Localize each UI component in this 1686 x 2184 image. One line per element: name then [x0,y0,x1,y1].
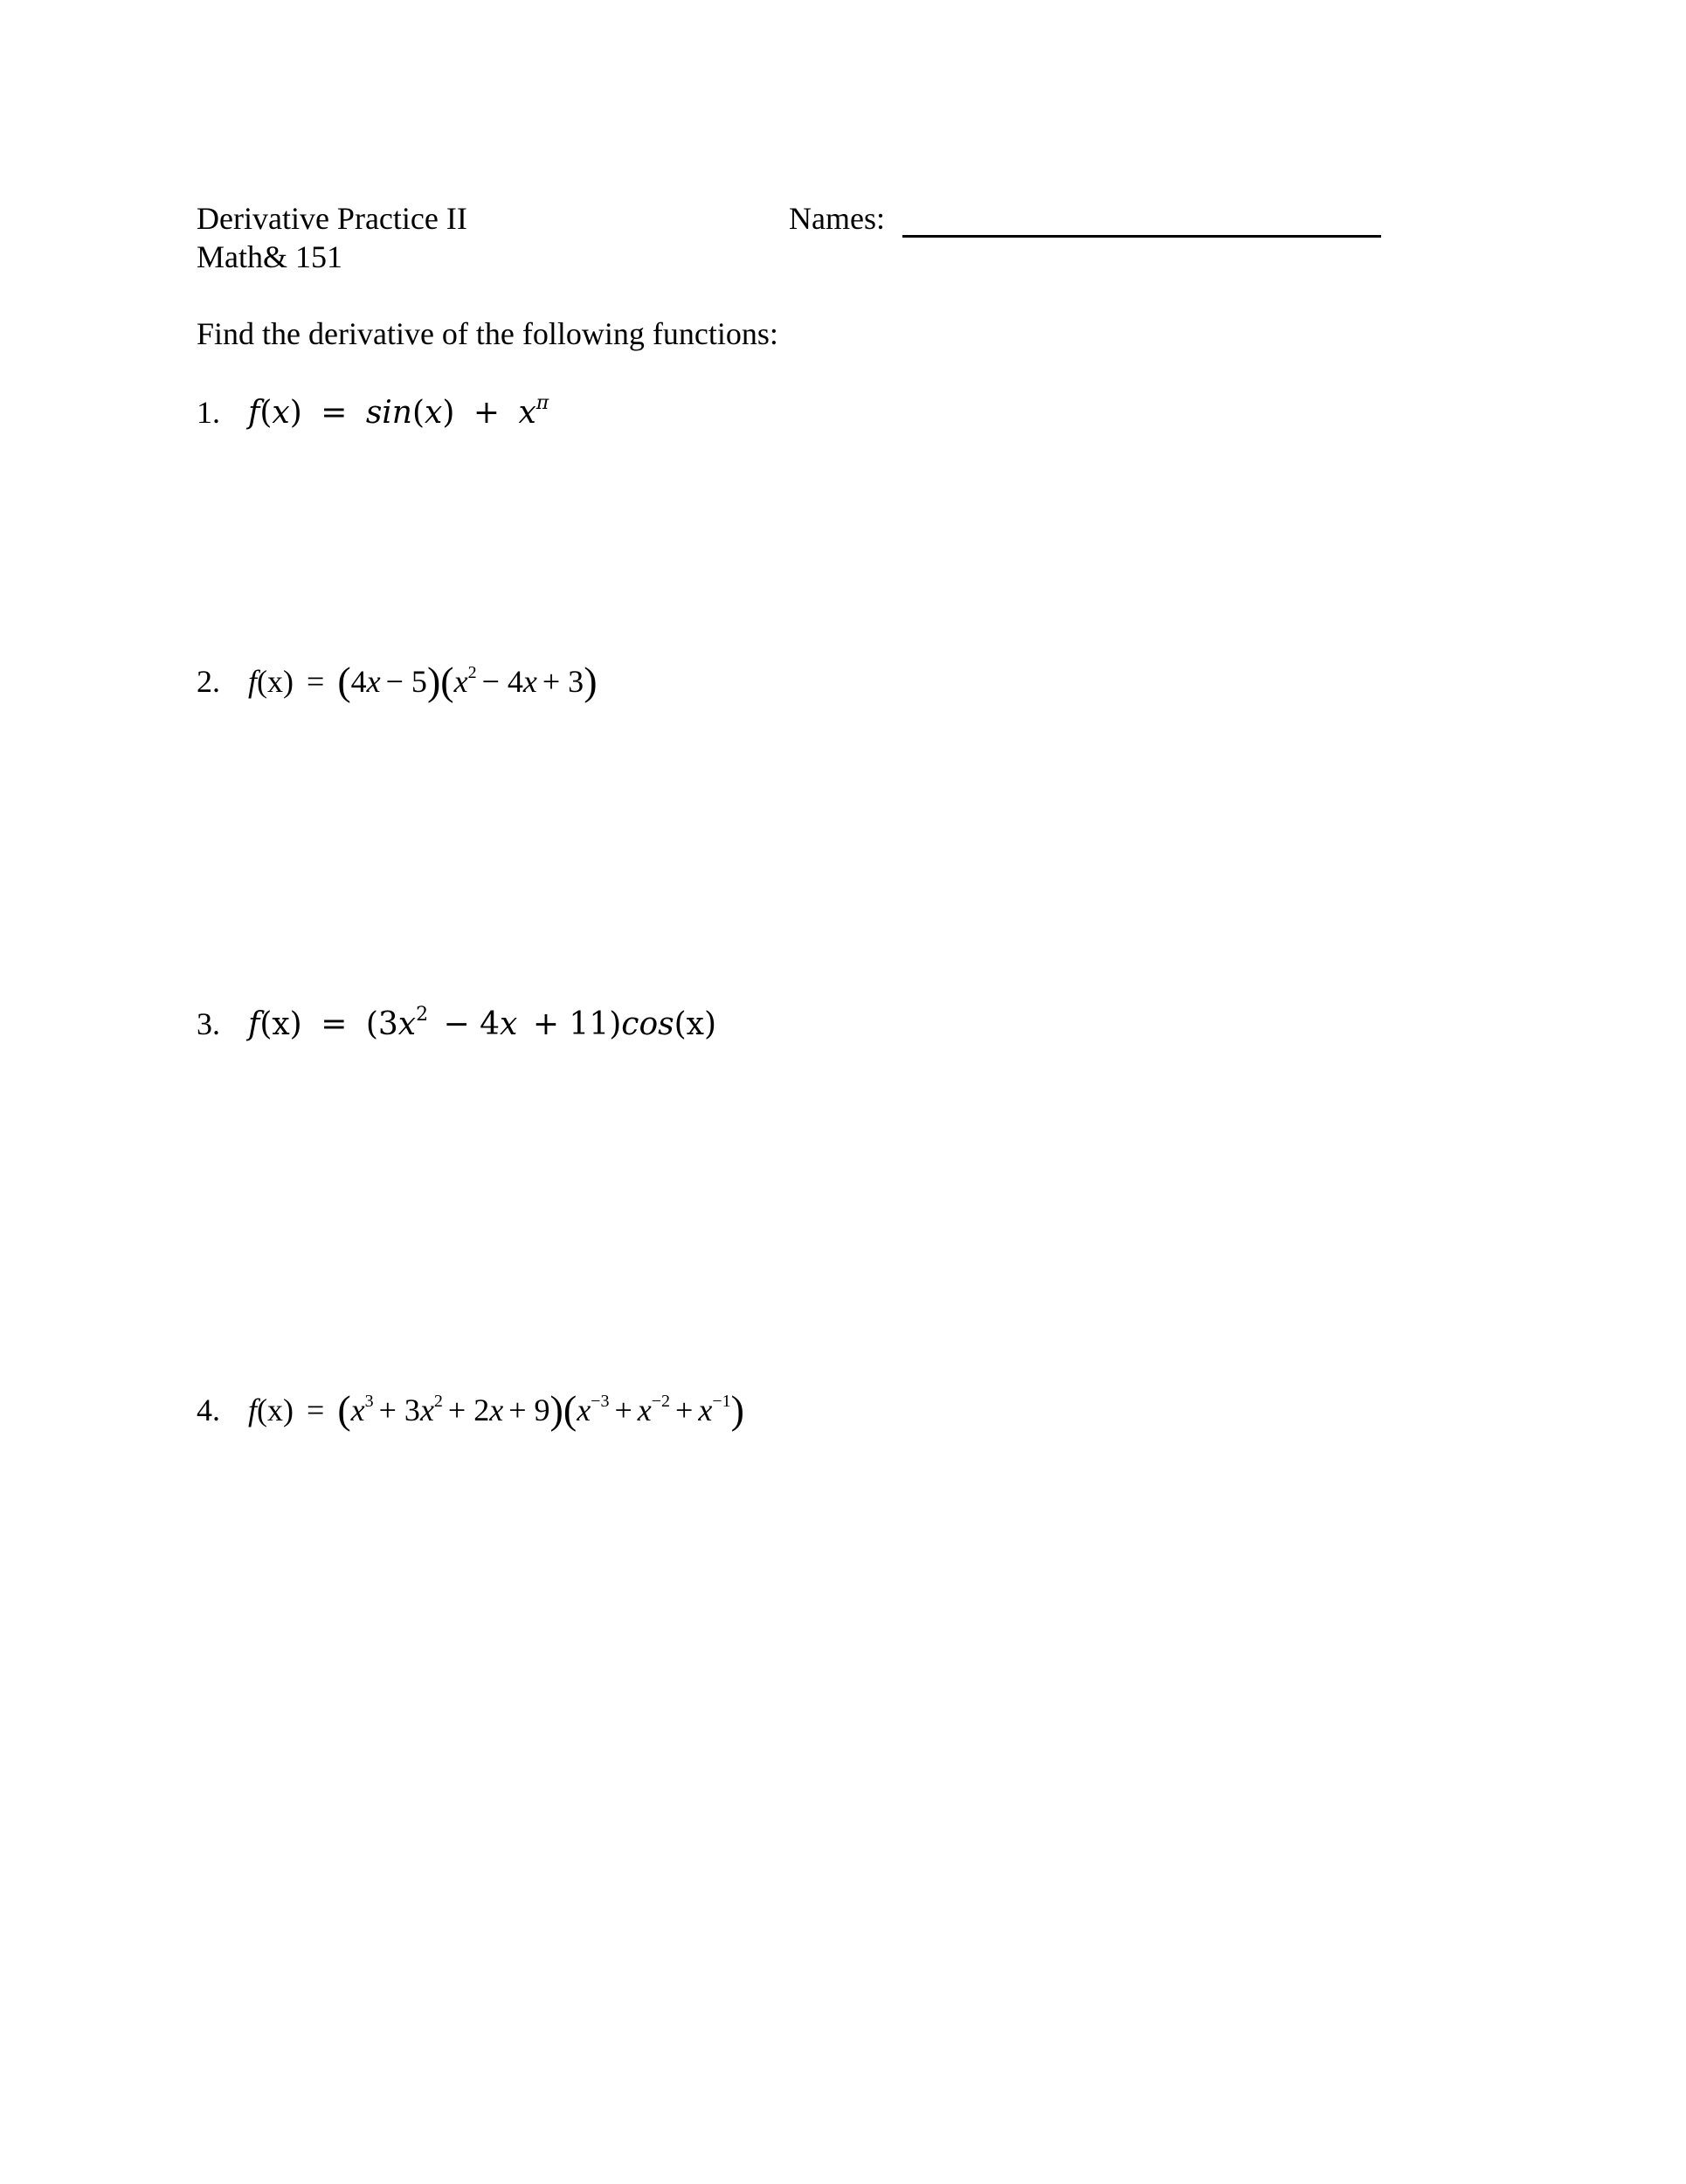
math-x: x [350,1393,365,1427]
math-paren-open: ( [563,1387,577,1432]
math-x: x [366,664,381,699]
names-field [789,199,1381,238]
math-term: 4 [350,664,367,699]
problem-number: 1. [197,395,220,430]
math-equals: = [307,1393,325,1427]
math-exponent: −3 [591,1392,610,1411]
math-lp: ( [259,395,273,431]
problem-2 [197,660,598,702]
math-x: x [577,1393,591,1427]
math-x: x [397,1006,417,1042]
math-paren-open: ( [337,659,351,703]
math-exponent: 2 [416,1004,429,1026]
math-f: f [248,1393,258,1427]
worksheet-title: Derivative Practice II [197,201,467,236]
math-term: + 2 [447,1393,490,1427]
math-exponent: 2 [433,1392,443,1411]
math-x-term: x [518,395,536,431]
math-term: + 3 [542,664,584,699]
math-x: x [419,1393,434,1427]
math-paren-close: ) [426,659,441,703]
math-exponent: −2 [651,1392,671,1411]
math-term: (3 [365,1006,398,1042]
math-fx: (x) [259,1006,302,1042]
names-blank-line[interactable] [902,200,1381,238]
math-x: x [522,664,537,699]
math-term: − 4 [443,1006,501,1042]
problem-number: 4. [197,1393,220,1427]
math-paren-open: ( [440,659,454,703]
problem-3 [197,1003,716,1046]
math-term: + 11) [532,1006,622,1042]
header-left [197,199,467,276]
math-plus: + [473,395,501,431]
math-fx: (x) [257,664,294,699]
math-x: x [698,1393,713,1427]
math-cos-arg: (x) [674,1006,716,1042]
problem-number: 3. [197,1006,220,1041]
instructions: Find the derivative of the following functions: [197,316,778,351]
problem-number: 2. [197,664,220,699]
math-paren-open: ( [337,1387,351,1432]
math-paren-close: ) [584,659,598,703]
math-term: − 5 [385,664,427,699]
math-x: x [637,1393,652,1427]
math-f: f [248,1006,260,1042]
problem-2-equation [248,659,598,703]
problem-4-equation [248,1387,744,1432]
math-x: x [500,1006,518,1042]
math-term: + [614,1393,632,1427]
problem-1-equation [248,392,549,431]
math-exponent: 2 [467,663,477,682]
math-exponent: −1 [712,1392,731,1411]
math-f: f [248,395,260,431]
math-term: + [675,1393,694,1427]
problem-1 [197,391,549,434]
math-paren-close: ) [549,1387,563,1432]
math-rp: ) [289,395,302,431]
math-f: f [248,664,258,699]
math-term: + 9 [508,1393,550,1427]
math-equals: = [321,1006,348,1042]
math-fx: (x) [257,1393,294,1427]
math-exponent: 3 [364,1392,374,1411]
math-cos: cos [621,1006,674,1042]
math-term: + 3 [378,1393,420,1427]
math-sin-x: x [425,395,443,431]
math-exponent-pi: π [536,392,549,414]
math-x: x [489,1393,504,1427]
math-term: − 4 [481,664,523,699]
math-sin-lp: ( [412,395,425,431]
math-sin-rp: ) [442,395,455,431]
problem-3-equation [248,1006,716,1042]
names-label: Names: [789,201,885,236]
math-x: x [453,664,468,699]
math-equals: = [307,664,325,699]
math-paren-close: ) [730,1387,744,1432]
math-x: x [272,395,290,431]
math-equals: = [321,395,348,431]
math-sin: sin [365,395,412,431]
problem-4 [197,1389,744,1431]
course-name: Math& 151 [197,239,342,274]
